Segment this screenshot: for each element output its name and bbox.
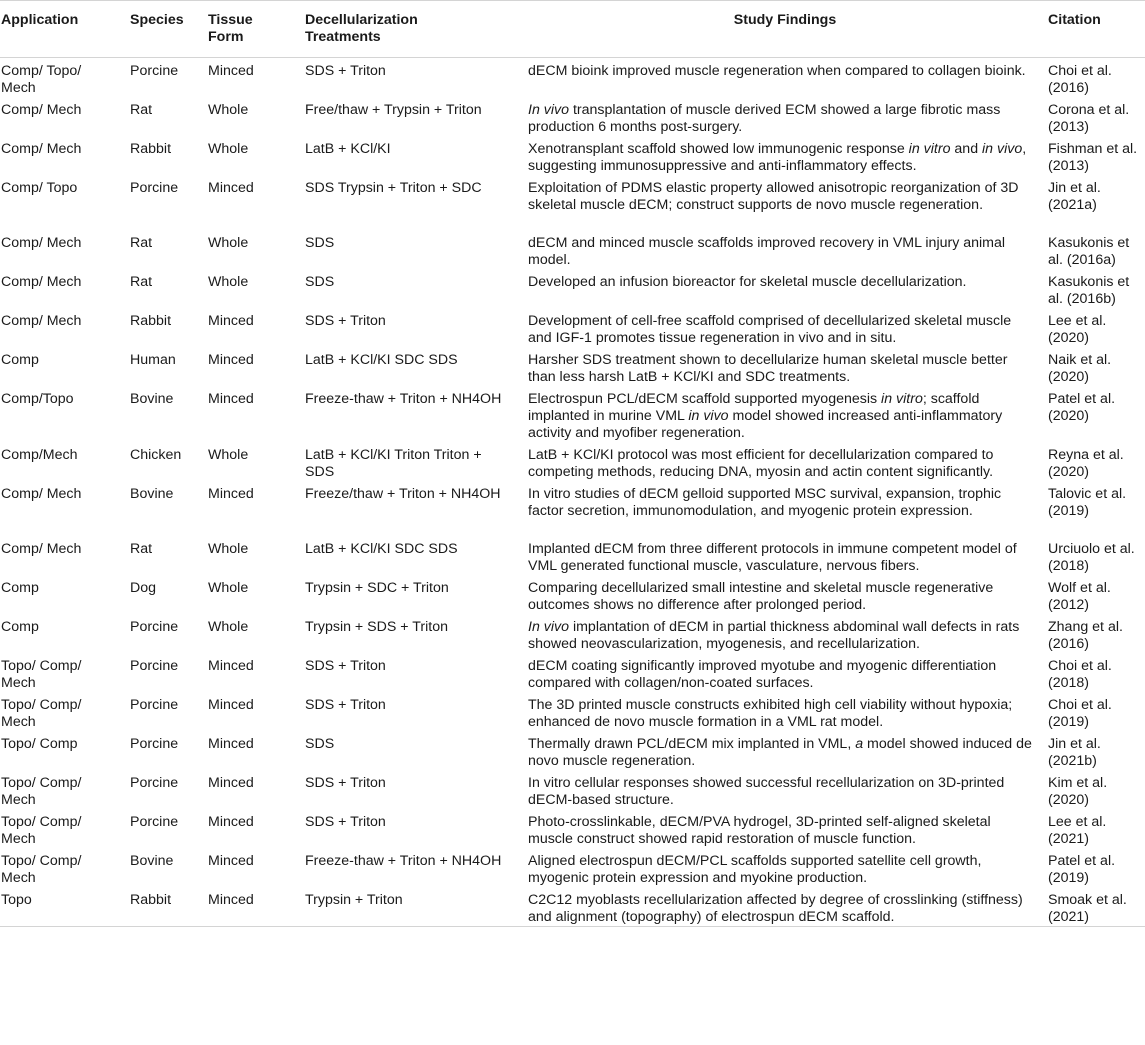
cell-tissue-form: Minced (208, 180, 254, 196)
cell-citation: Patel et al. (2020) (1048, 391, 1116, 424)
cell-tissue-form: Whole (208, 541, 249, 557)
cell-tissue-form: Minced (208, 853, 254, 869)
table-row (0, 386, 1145, 442)
cell-tissue-form: Minced (208, 313, 254, 329)
table-row (0, 347, 1145, 386)
table-row (0, 614, 1145, 653)
cell-tissue-form: Whole (208, 447, 249, 463)
cell-species: Porcine (130, 658, 179, 674)
cell-citation: Naik et al. (2020) (1048, 352, 1112, 385)
cell-application: Comp/ Mech (1, 235, 82, 251)
cell-findings: Photo-crosslinkable, dECM/PVA hydrogel, 3D-printed self-aligned skeletal muscle construct showed rapid restoration of muscle function. (528, 814, 991, 847)
header-species: Species (130, 1, 208, 58)
table-row (0, 536, 1145, 575)
cell-treatments: SDS + Triton (305, 775, 386, 791)
cell-application: Topo/ Comp/ Mech (1, 853, 82, 886)
cell-species: Porcine (130, 63, 179, 79)
cell-species: Rat (130, 102, 153, 118)
header-application: Application (0, 1, 130, 58)
cell-citation: Kim et al. (2020) (1048, 775, 1108, 808)
table-row (0, 58, 1145, 98)
cell-application: Topo/ Comp/ Mech (1, 697, 82, 730)
cell-tissue-form: Whole (208, 274, 249, 290)
table-row (0, 731, 1145, 770)
cell-citation: Zhang et al. (2016) (1048, 619, 1123, 652)
cell-findings: The 3D printed muscle constructs exhibited high cell viability without hypoxia; enhanced de novo muscle formation in a VML rat model. (528, 697, 1013, 730)
cell-treatments: Trypsin + Triton (305, 887, 528, 927)
cell-tissue-form: Minced (208, 658, 254, 674)
cell-treatments: LatB + KCl/KI SDC SDS (305, 541, 458, 557)
cell-treatments: Trypsin + SDS + Triton (305, 619, 448, 635)
cell-species: Dog (130, 580, 157, 596)
cell-species: Rabbit (130, 313, 172, 329)
cell-tissue-form: Minced (208, 775, 254, 791)
cell-citation: Choi et al. (2016) (1048, 63, 1112, 96)
cell-citation: Corona et al. (2013) (1048, 102, 1130, 135)
table-row (0, 887, 1145, 927)
table-row (0, 230, 1145, 269)
cell-tissue-form: Minced (208, 887, 305, 927)
cell-findings: Exploitation of PDMS elastic property allowed anisotropic reorganization of 3D skeletal muscle dECM; construct supports de novo muscle regeneration. (528, 180, 1019, 213)
cell-citation: Urciuolo et al. (2018) (1048, 541, 1135, 574)
cell-findings: Development of cell-free scaffold comprised of decellularized skeletal muscle and IGF-1 promotes tissue regeneration in vivo and in situ. (528, 313, 1012, 346)
header-citation: Citation (1042, 1, 1145, 58)
table-row (0, 653, 1145, 692)
table-row (0, 136, 1145, 175)
table-row (0, 308, 1145, 347)
table-row (0, 848, 1145, 887)
cell-tissue-form: Whole (208, 580, 249, 596)
cell-application: Comp (1, 619, 39, 635)
cell-findings: In vivo implantation of dECM in partial thickness abdominal wall defects in rats showed neovascularization, myogenesis, and recellularization. (528, 619, 1020, 652)
cell-findings: Harsher SDS treatment shown to decellularize human skeletal muscle better than less harsh LatB + KCl/KI and SDC treatments. (528, 352, 1008, 385)
cell-treatments: Freeze-thaw + Triton + NH4OH (305, 391, 502, 407)
cell-species: Porcine (130, 814, 179, 830)
cell-species: Bovine (130, 853, 174, 869)
header-findings: Study Findings (528, 1, 1042, 58)
cell-citation: Smoak et al. (2021) (1042, 887, 1145, 927)
cell-species: Rat (130, 541, 153, 557)
cell-citation: Choi et al. (2019) (1048, 697, 1112, 730)
cell-findings: dECM bioink improved muscle regeneration when compared to collagen bioink. (528, 63, 1026, 79)
cell-tissue-form: Minced (208, 352, 254, 368)
cell-application: Comp (1, 580, 39, 596)
cell-citation: Lee et al. (2020) (1048, 313, 1107, 346)
cell-treatments: Trypsin + SDC + Triton (305, 580, 449, 596)
cell-application: Topo/ Comp/ Mech (1, 658, 82, 691)
header-row (0, 1, 1145, 58)
cell-application: Topo/ Comp (1, 736, 78, 752)
cell-tissue-form: Minced (208, 63, 254, 79)
cell-citation: Jin et al. (2021b) (1048, 736, 1101, 769)
table-row (0, 481, 1145, 536)
cell-application: Topo/ Comp/ Mech (1, 814, 82, 847)
cell-treatments: SDS Trypsin + Triton + SDC (305, 180, 482, 196)
cell-species: Porcine (130, 736, 179, 752)
cell-treatments: SDS + Triton (305, 814, 386, 830)
table-row (0, 692, 1145, 731)
cell-citation: Fishman et al. (2013) (1048, 141, 1138, 174)
cell-application: Comp/ Mech (1, 274, 82, 290)
cell-application: Comp/Topo (1, 391, 74, 407)
cell-tissue-form: Whole (208, 141, 249, 157)
cell-citation: Choi et al. (2018) (1048, 658, 1112, 691)
cell-species: Bovine (130, 391, 174, 407)
cell-species: Human (130, 352, 176, 368)
table-row (0, 175, 1145, 230)
cell-treatments: SDS + Triton (305, 313, 386, 329)
cell-tissue-form: Minced (208, 391, 254, 407)
cell-treatments: LatB + KCl/KI (305, 141, 391, 157)
table-row (0, 442, 1145, 481)
cell-findings: C2C12 myoblasts recellularization affected by degree of crosslinking (stiffness) and alignment (topography) of electrospun dECM scaffold. (528, 887, 1042, 927)
cell-species: Bovine (130, 486, 174, 502)
cell-species: Porcine (130, 619, 179, 635)
cell-application: Comp/ Topo (1, 180, 78, 196)
cell-application: Comp/ Mech (1, 541, 82, 557)
table-body (0, 58, 1145, 927)
cell-tissue-form: Minced (208, 486, 254, 502)
cell-findings: Xenotransplant scaffold showed low immunogenic response in vitro and in vivo, suggesting immunosuppressive and anti-inflammatory effects. (528, 141, 1027, 174)
cell-species: Rabbit (130, 141, 172, 157)
cell-citation: Kasukonis et al. (2016a) (1048, 235, 1130, 268)
cell-treatments: Freeze/thaw + Triton + NH4OH (305, 486, 501, 502)
cell-treatments: LatB + KCl/KI Triton Triton + SDS (305, 447, 482, 480)
cell-treatments: Freeze-thaw + Triton + NH4OH (305, 853, 502, 869)
cell-findings: Aligned electrospun dECM/PCL scaffolds supported satellite cell growth, myogenic protein expression and myokine production. (528, 853, 982, 886)
cell-application: Comp (1, 352, 39, 368)
cell-citation: Lee et al. (2021) (1048, 814, 1107, 847)
cell-species: Chicken (130, 447, 182, 463)
cell-findings: In vitro studies of dECM gelloid supported MSC survival, expansion, trophic factor secretion, immunomodulation, and myogenic protein expression. (528, 486, 1002, 519)
cell-application: Comp/ Mech (1, 486, 82, 502)
header-tissue-form: Tissue Form (208, 1, 305, 58)
cell-species: Porcine (130, 180, 179, 196)
cell-findings: LatB + KCl/KI protocol was most efficient for decellularization compared to competing methods, reducing DNA, myosin and actin content significantly. (528, 447, 994, 480)
cell-citation: Wolf et al. (2012) (1048, 580, 1111, 613)
cell-treatments: SDS (305, 736, 335, 752)
cell-tissue-form: Minced (208, 814, 254, 830)
cell-treatments: SDS (305, 235, 335, 251)
table-row (0, 770, 1145, 809)
cell-application: Topo/ Comp/ Mech (1, 775, 82, 808)
cell-treatments: Free/thaw + Trypsin + Triton (305, 102, 482, 118)
cell-tissue-form: Whole (208, 619, 249, 635)
cell-species: Rat (130, 235, 153, 251)
cell-species: Rabbit (130, 887, 208, 927)
header-treatments: Decellularization Treatments (305, 1, 528, 58)
cell-tissue-form: Whole (208, 102, 249, 118)
cell-citation: Reyna et al. (2020) (1048, 447, 1124, 480)
table-row (0, 97, 1145, 136)
cell-findings: dECM coating significantly improved myotube and myogenic differentiation compared with collagen/non-coated surfaces. (528, 658, 997, 691)
cell-application: Comp/ Topo/ Mech (1, 63, 82, 96)
cell-species: Rat (130, 274, 153, 290)
cell-findings: In vitro cellular responses showed successful recellularization on 3D-printed dECM-based structure. (528, 775, 1005, 808)
cell-treatments: SDS + Triton (305, 658, 386, 674)
cell-citation: Jin et al. (2021a) (1048, 180, 1101, 213)
cell-findings: Implanted dECM from three different protocols in immune competent model of VML generated functional muscle, vasculature, nervous fibers. (528, 541, 1017, 574)
cell-application: Comp/ Mech (1, 141, 82, 157)
cell-findings: Comparing decellularized small intestine and skeletal muscle regenerative outcomes shows no difference after prolonged period. (528, 580, 994, 613)
cell-application: Comp/ Mech (1, 102, 82, 118)
cell-species: Porcine (130, 697, 179, 713)
cell-treatments: SDS + Triton (305, 697, 386, 713)
cell-treatments: SDS (305, 274, 335, 290)
table-row (0, 575, 1145, 614)
table-row (0, 269, 1145, 308)
cell-species: Porcine (130, 775, 179, 791)
cell-citation: Talovic et al. (2019) (1048, 486, 1127, 519)
cell-findings: In vivo transplantation of muscle derived ECM showed a large fibrotic mass production 6 months post-surgery. (528, 102, 1001, 135)
cell-treatments: SDS + Triton (305, 63, 386, 79)
cell-findings: Electrospun PCL/dECM scaffold supported myogenesis in vitro; scaffold implanted in murine VML in vivo model showed increased anti-inflammatory activity and myofiber regeneration. (528, 391, 1003, 441)
cell-tissue-form: Minced (208, 736, 254, 752)
cell-findings: Developed an infusion bioreactor for skeletal muscle decellularization. (528, 274, 967, 290)
cell-treatments: LatB + KCl/KI SDC SDS (305, 352, 458, 368)
cell-citation: Patel et al. (2019) (1048, 853, 1116, 886)
cell-tissue-form: Minced (208, 697, 254, 713)
cell-application: Comp/ Mech (1, 313, 82, 329)
cell-application: Topo (0, 887, 130, 927)
cell-application: Comp/Mech (1, 447, 78, 463)
table-row (0, 809, 1145, 848)
cell-findings: Thermally drawn PCL/dECM mix implanted in VML, a model showed induced de novo muscle regeneration. (528, 736, 1032, 769)
cell-findings: dECM and minced muscle scaffolds improved recovery in VML injury animal model. (528, 235, 1006, 268)
cell-citation: Kasukonis et al. (2016b) (1048, 274, 1130, 307)
cell-tissue-form: Whole (208, 235, 249, 251)
